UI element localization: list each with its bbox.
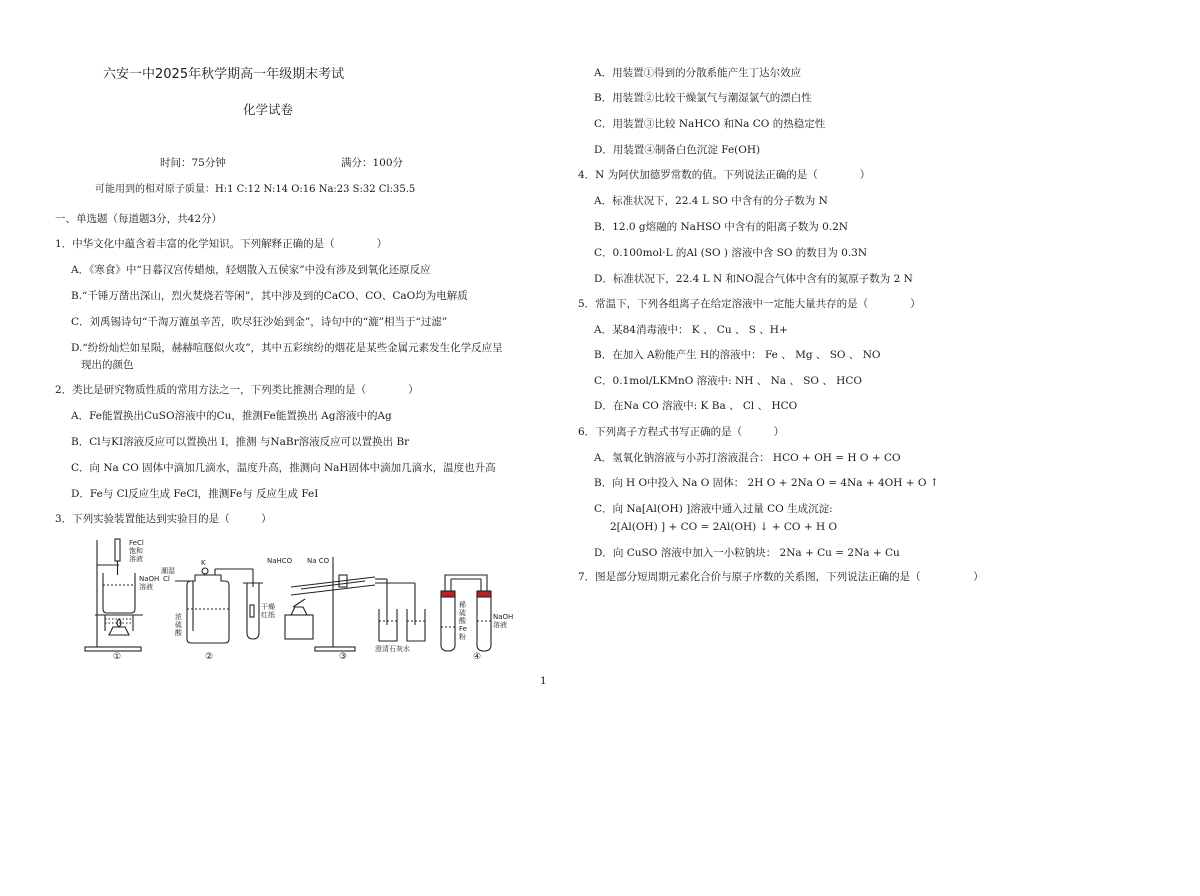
- a2-label-acid: 酸: [175, 629, 182, 637]
- a3-label-na2co3: Na CO: [307, 557, 330, 565]
- q6-option-d: D．向 CuSO 溶液中加入一小粒钠块： 2Na + Cu = 2Na + Cu: [594, 547, 900, 559]
- a1-label-solution: 溶液: [129, 555, 143, 563]
- apparatus-4: [441, 575, 513, 662]
- a2-label-cl2: Cl: [163, 575, 170, 583]
- a1-label-naoh-solution: 溶液: [139, 583, 153, 591]
- atomic-masses: 可能用到的相对原子质量：H:1 C:12 N:14 O:16 Na:23 S:32 Cl:35.5: [95, 184, 416, 195]
- q1-option-c: C．刘禹锡诗句“千淘万漉虽辛苦，吹尽狂沙始到金”，诗句中的“漉”相当于“过滤”: [71, 316, 448, 328]
- apparatus-2: [161, 559, 275, 662]
- exam-title: 六安一中2025年秋学期高一年级期末考试: [103, 67, 345, 82]
- a4-label-naoh: NaOH: [493, 613, 514, 621]
- a1-label-naoh: NaOH: [139, 575, 160, 583]
- a3-label-limewater: 澄清石灰水: [375, 645, 410, 653]
- q1-option-d-cont: 现出的颜色: [81, 359, 134, 371]
- question-3: 3．下列实验装置能达到实验目的是（ ）: [55, 513, 272, 525]
- a1-label-fecl3: FeCl: [129, 539, 144, 547]
- q3-option-d: D．用装置④制备白色沉淀 Fe(OH): [594, 144, 761, 156]
- a2-label-red-paper: 红纸: [261, 611, 275, 619]
- question-7: 7．图是部分短周期元素化合价与原子序数的关系图，下列说法正确的是（ ）: [578, 571, 984, 583]
- q5-option-b: B．在加入 A粉能产生 H的溶液中： Fe 、 Mg 、 SO 、 NO: [594, 349, 881, 361]
- q6-option-b: B．向 H O中投入 Na O 固体： 2H O + 2Na O = 4Na + 4OH + O ↑: [594, 477, 939, 489]
- q1-option-b: B.“千锤万凿出深山，烈火焚烧若等闲”，其中涉及到的CaCO、CO、CaO均为电解质: [71, 290, 468, 302]
- section-heading: 一、单选题（每道题3分，共42分）: [55, 213, 223, 225]
- q3-option-c: C．用装置③比较 NaHCO 和Na CO 的热稳定性: [594, 118, 826, 130]
- a4-label-powder: 粉: [459, 633, 466, 641]
- a3-label-nahco3: NaHCO: [267, 557, 293, 565]
- question-1: 1．中华文化中蕴含着丰富的化学知识。下列解释正确的是（ ）: [55, 238, 388, 250]
- q5-option-a: A．某84消毒液中： K 、 Cu 、 S 、H+: [594, 324, 788, 336]
- label-apparatus-3: ③: [339, 652, 348, 662]
- q4-option-c: C．0.100mol·L 的Al (SO ) 溶液中含 SO 的数目为 0.3N: [594, 247, 868, 259]
- q1-option-a: A．《寒食》中“日暮汉宫传蜡烛，轻烟散入五侯家”中没有涉及到氧化还原反应: [71, 264, 431, 276]
- a2-label-dry: 干燥: [261, 603, 275, 611]
- a4-label-sulfur: 硫: [459, 609, 466, 617]
- page-number: 1: [540, 675, 547, 687]
- q5-option-d: D．在Na CO 溶液中: K Ba 、 Cl 、 HCO: [594, 400, 798, 412]
- q3-option-b: B．用装置②比较干燥氯气与潮湿氯气的漂白性: [594, 92, 812, 104]
- q4-option-b: B．12.0 g熔融的 NaHSO 中含有的阳离子数为 0.2N: [594, 221, 848, 233]
- q6-option-c-equation: 2[Al(OH) ] + CO = 2Al(OH) ↓ + CO + H O: [610, 521, 838, 533]
- question-5: 5．常温下，下列各组离子在给定溶液中一定能大量共存的是（ ）: [578, 298, 921, 310]
- q5-option-c: C．0.1mol/LKMnO 溶液中: NH 、 Na 、 SO 、 HCO: [594, 375, 862, 387]
- q2-option-b: B．Cl与KI溶液反应可以置换出 I，推测 与NaBr溶液反应可以置换出 Br: [71, 436, 410, 448]
- a4-label-fe: Fe: [459, 625, 467, 633]
- question-4: 4．N 为阿伏加德罗常数的值。下列说法正确的是（ ）: [578, 169, 871, 181]
- label-apparatus-1: ①: [113, 652, 122, 662]
- a2-label-conc: 浓: [175, 613, 182, 621]
- apparatus-3: [267, 557, 425, 662]
- a4-label-naoh-solution: 溶液: [493, 621, 507, 629]
- q6-option-a: A．氢氧化钠溶液与小苏打溶液混合： HCO + OH = H O + CO: [594, 452, 901, 464]
- question-2: 2．类比是研究物质性质的常用方法之一，下列类比推测合理的是（ ）: [55, 384, 419, 396]
- label-apparatus-4: ④: [473, 652, 482, 662]
- a2-label-sulfur: 硫: [175, 621, 182, 629]
- q4-option-a: A．标准状况下，22.4 L SO 中含有的分子数为 N: [594, 195, 828, 207]
- q2-option-d: D．Fe与 Cl反应生成 FeCl，推测Fe与 反应生成 FeI: [71, 488, 319, 500]
- q2-option-c: C．向 Na CO 固体中滴加几滴水，温度升高，推测向 NaH固体中滴加几滴水，温度也升高: [71, 462, 496, 474]
- a2-label-moist: 潮湿: [161, 567, 175, 575]
- a4-label-acid: 酸: [459, 617, 466, 625]
- exam-time: 时间：75分钟: [160, 157, 226, 169]
- label-apparatus-2: ②: [205, 652, 214, 662]
- q4-option-d: D．标准状况下，22.4 L N 和NO混合气体中含有的氮原子数为 2 N: [594, 273, 913, 285]
- exam-score: 满分：100分: [341, 157, 404, 169]
- q6-option-c: C．向 Na[Al(OH) ]溶液中通入过量 CO 生成沉淀:: [594, 503, 833, 515]
- a1-label-saturated: 饱和: [129, 547, 143, 555]
- q2-option-a: A．Fe能置换出CuSO溶液中的Cu，推测Fe能置换出 Ag溶液中的Ag: [71, 410, 392, 422]
- q3-option-a: A．用装置①得到的分散系能产生丁达尔效应: [594, 67, 802, 79]
- q1-option-d: D.“纷纷灿烂如星陨，赫赫喧豗似火攻”，其中五彩缤纷的烟花是某些金属元素发生化学反应呈: [71, 342, 503, 354]
- apparatus-1: [85, 539, 159, 662]
- a2-label-k: K: [201, 559, 206, 567]
- a4-label-dilute: 稀: [459, 601, 466, 609]
- exam-subject: 化学试卷: [243, 102, 294, 117]
- apparatus-figure: [75, 535, 525, 665]
- question-6: 6．下列离子方程式书写正确的是（ ）: [578, 426, 785, 438]
